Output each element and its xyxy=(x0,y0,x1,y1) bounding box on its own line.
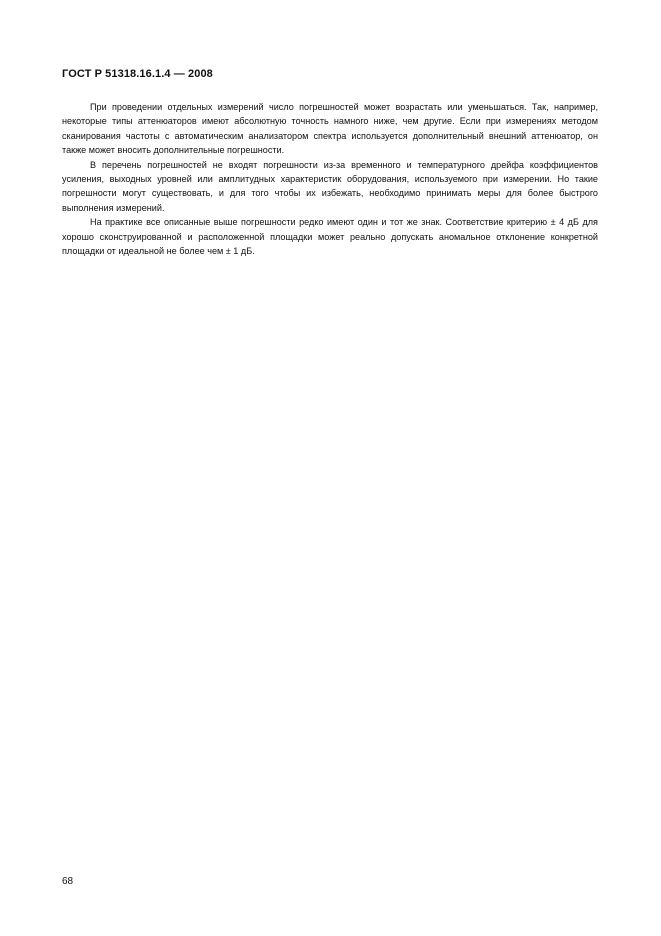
paragraph-1: При проведении отдельных измерений число погрешностей может возрастать или уменьшаться. Так, например, некоторые типы аттенюаторов имеют абсолютную точность намного ниже, чем другие. Если при измерениях методом сканирования частоты с автоматическим анализатором спектра используется дополнительный внешний аттенюатор, он также может вносить дополнительные погрешности. xyxy=(62,102,598,156)
paragraph-3: На практике все описанные выше погрешности редко имеют один и тот же знак. Соответствие критерию ± 4 дБ для хорошо сконструированной и расположенной площадки может реально допускать аномальное отклонение конкретной площадки от идеальной не более чем ± 1 дБ. xyxy=(62,217,598,257)
paragraph-2: В перечень погрешностей не входят погрешности из-за временного и температурного дрейфа коэффициентов усиления, выходных уровней или амплитудных характеристик оборудования, используемого при измерении. Но такие погрешности могут существовать, и для того чтобы их избежать, необходимо принимать меры для более быстрого выполнения измерений. xyxy=(62,159,598,213)
standard-header: ГОСТ Р 51318.16.1.4 — 2008 xyxy=(62,68,213,80)
body-text xyxy=(62,100,598,258)
page-number: 68 xyxy=(62,876,74,887)
